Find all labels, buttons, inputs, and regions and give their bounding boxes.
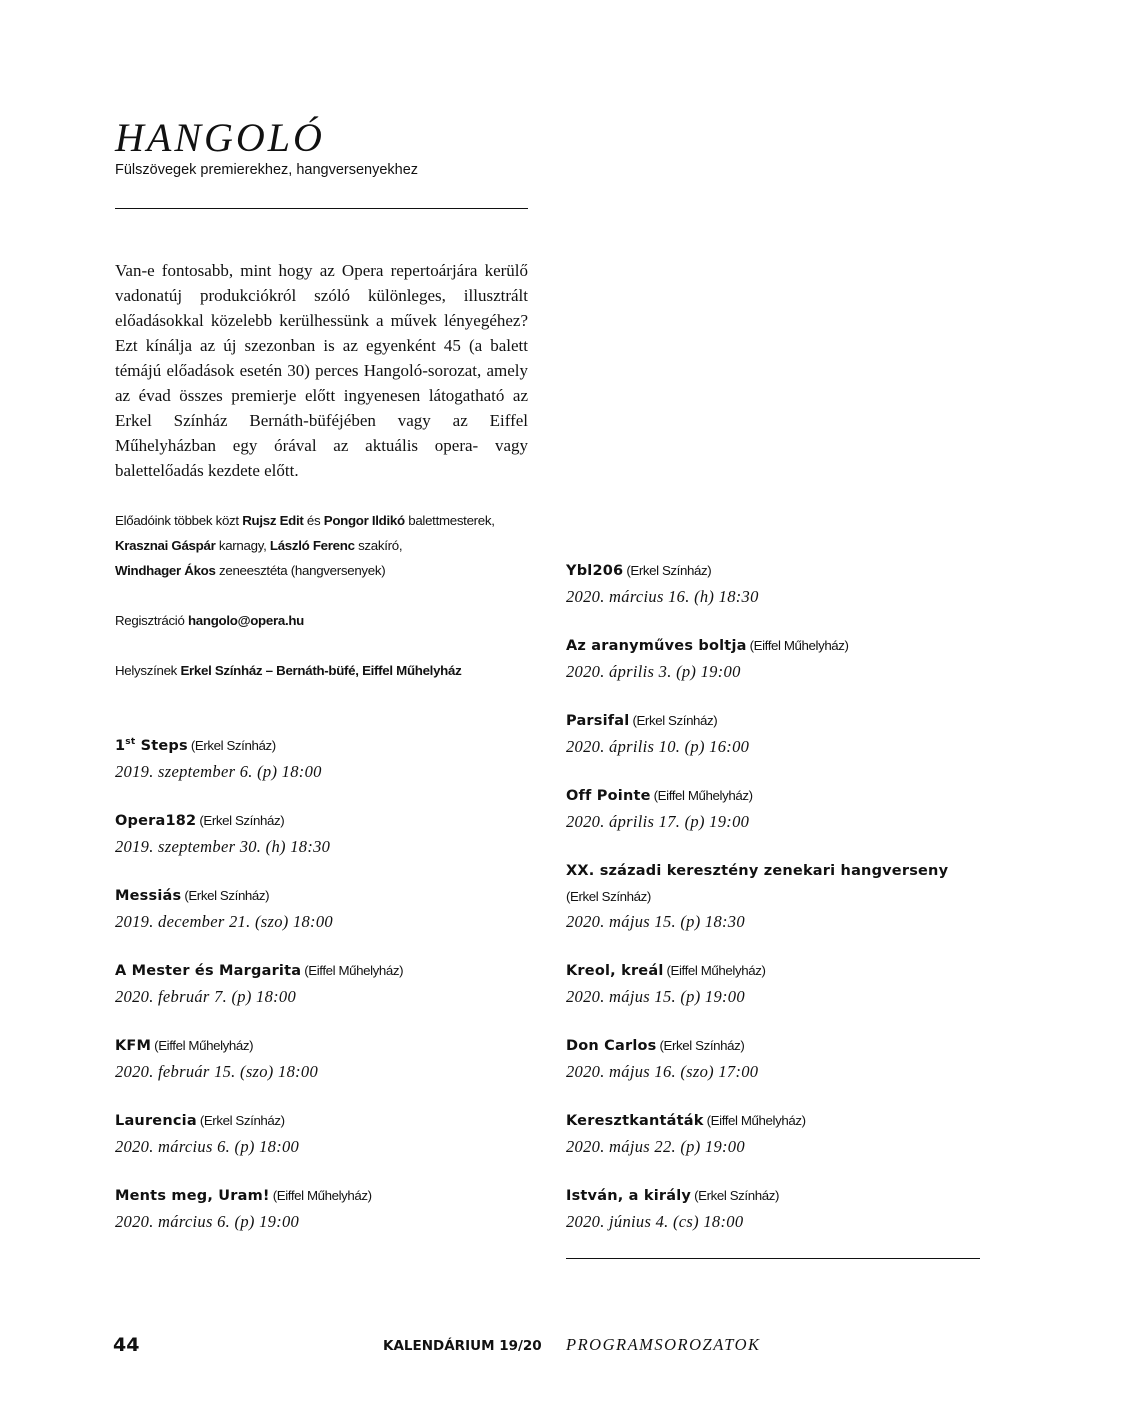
event-name: Parsifal: [566, 713, 630, 729]
event-venue: (Eiffel Műhelyház): [304, 963, 404, 978]
performers-list: [115, 508, 495, 583]
event-name: Ments meg, Uram!: [115, 1188, 270, 1204]
event-name: Keresztkantáták: [566, 1113, 704, 1129]
performer-role: zeneesztéta (hangversenyek): [219, 563, 386, 578]
column-end-divider: [566, 1258, 980, 1259]
event-item: [566, 1183, 779, 1234]
event-item: [115, 1108, 299, 1159]
event-item: [566, 633, 849, 684]
event-date: 2020. május 22. (p) 19:00: [566, 1137, 745, 1156]
event-item: [566, 708, 749, 759]
event-venue: (Erkel Színház): [190, 738, 276, 753]
event-name: 1st Steps: [115, 737, 188, 754]
event-venue: (Erkel Színház): [199, 1113, 285, 1128]
event-date: 2020. május 15. (p) 18:30: [566, 912, 745, 931]
section-title: PROGRAMSOROZATOK: [566, 1335, 761, 1354]
event-venue: (Eiffel Műhelyház): [272, 1188, 372, 1203]
performer-role: szakíró,: [358, 538, 403, 553]
event-date: 2020. április 10. (p) 16:00: [566, 737, 750, 756]
event-name: Kreol, kreál: [566, 963, 664, 979]
event-venue: (Eiffel Műhelyház): [666, 963, 766, 978]
event-venue: (Erkel Színház): [199, 813, 285, 828]
registration-email-link[interactable]: hangolo@opera.hu: [187, 613, 304, 628]
event-item: [566, 858, 948, 934]
event-venue: (Erkel Színház): [184, 888, 270, 903]
page-title: HANGOLÓ: [115, 115, 325, 160]
event-date: 2019. december 21. (szo) 18:00: [115, 912, 333, 931]
page-number: 44: [113, 1334, 140, 1356]
event-date: 2020. március 16. (h) 18:30: [566, 587, 759, 606]
event-item: [115, 1183, 372, 1234]
performer-name: Rujsz Edit: [242, 513, 304, 528]
performers-prefix: Előadóink többek közt: [115, 513, 239, 528]
event-item: [566, 1108, 806, 1159]
event-name: István, a király: [566, 1188, 692, 1204]
event-name: XX. századi keresztény zenekari hangverseny: [566, 863, 949, 879]
event-item: [115, 958, 403, 1009]
event-date: 2020. május 16. (szo) 17:00: [566, 1062, 759, 1081]
event-item: [115, 733, 322, 784]
event-venue: (Erkel Színház): [626, 563, 712, 578]
event-date: 2020. május 15. (p) 19:00: [566, 987, 745, 1006]
event-item: [566, 1033, 758, 1084]
event-date: 2020. március 6. (p) 18:00: [115, 1137, 300, 1156]
event-date: 2020. június 4. (cs) 18:00: [566, 1212, 744, 1231]
event-name: Don Carlos: [566, 1038, 657, 1054]
event-venue: (Eiffel Műhelyház): [653, 788, 753, 803]
performer-name: Krasznai Gáspár: [115, 538, 216, 553]
event-venue: (Erkel Színház): [659, 1038, 745, 1053]
registration-line: [115, 608, 304, 633]
magazine-title: KALENDÁRIUM 19/20: [383, 1338, 542, 1354]
event-name: Messiás: [115, 888, 182, 904]
event-name: Ybl206: [566, 563, 624, 579]
event-item: [115, 883, 333, 934]
event-date: 2020. február 7. (p) 18:00: [115, 987, 297, 1006]
event-item: [566, 558, 759, 609]
event-venue: (Eiffel Műhelyház): [706, 1113, 806, 1128]
event-venue: (Eiffel Műhelyház): [749, 638, 849, 653]
event-venue: (Erkel Színház): [694, 1188, 779, 1203]
event-venue: (Erkel Színház): [566, 889, 651, 904]
event-date: 2020. március 6. (p) 19:00: [115, 1212, 300, 1231]
event-item: [115, 1033, 318, 1084]
event-name: KFM: [115, 1038, 152, 1054]
venues-value: Erkel Színház – Bernáth-büfé, Eiffel Műhelyház: [180, 663, 462, 678]
performer-name: Windhager Ákos: [115, 563, 216, 578]
performer-name: Pongor Ildikó: [323, 513, 405, 528]
event-item: [115, 808, 330, 859]
header-divider: [115, 208, 528, 209]
event-date: 2019. szeptember 6. (p) 18:00: [115, 762, 322, 781]
performer-name: László Ferenc: [269, 538, 355, 553]
venues-label: Helyszínek: [115, 663, 178, 678]
event-name: Opera182: [115, 813, 197, 829]
event-date: 2020. április 17. (p) 19:00: [566, 812, 750, 831]
event-name: A Mester és Margarita: [115, 963, 302, 979]
registration-label: Regisztráció: [115, 613, 185, 628]
event-date: 2020. április 3. (p) 19:00: [566, 662, 741, 681]
event-venue: (Erkel Színház): [632, 713, 718, 728]
event-name: Az aranyműves boltja: [566, 638, 747, 654]
event-date: 2019. szeptember 30. (h) 18:30: [115, 837, 331, 856]
performer-role: balettmesterek,: [408, 513, 495, 528]
venues-line: [115, 658, 461, 683]
event-venue: (Eiffel Műhelyház): [154, 1038, 254, 1053]
performers-and: és: [306, 513, 321, 528]
event-name: Off Pointe: [566, 788, 651, 804]
event-date: 2020. február 15. (szo) 18:00: [115, 1062, 319, 1081]
performer-role: karnagy,: [218, 538, 267, 553]
event-item: [566, 783, 753, 834]
intro-paragraph: Van-e fontosabb, mint hogy az Opera repertoárjára kerülő vadonatúj produkciókról szóló különleges, illusztrált előadásokkal közelebb kerülhessünk a művek lényegéhez? Ezt kínálja az új szezonban is az egyenként 45 (a balett témájú előadások esetén 30) perces Hangoló-sorozat, amely az évad összes premierje előtt ingyenesen látogatható az Erkel Színház Bernáth-büféjében vagy az Eiffel Műhelyházban egy órával az aktuális opera- vagy balettelőadás kezdete előtt.: [115, 261, 528, 480]
page-subtitle: Fülszövegek premierekhez, hangversenyekhez: [115, 162, 419, 178]
event-name: Laurencia: [115, 1113, 197, 1129]
event-item: [566, 958, 765, 1009]
